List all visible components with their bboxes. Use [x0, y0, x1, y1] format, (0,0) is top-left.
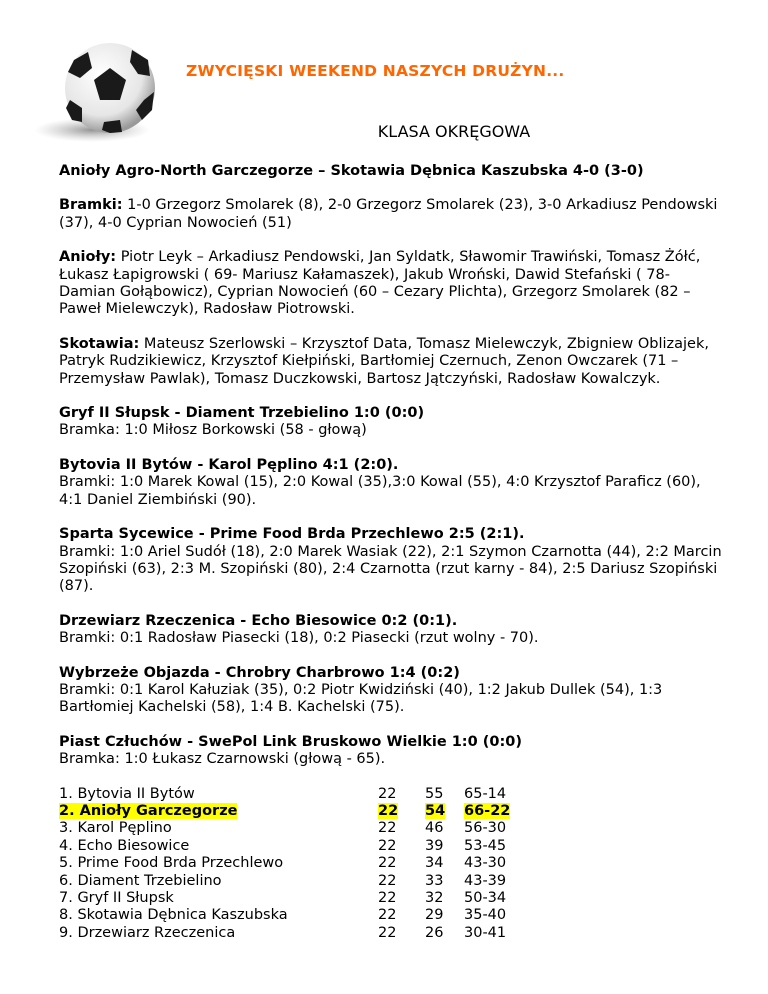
match-block: [59, 613, 724, 648]
points: 46: [425, 820, 444, 837]
team1-lineup-text: Piotr Leyk – Arkadiusz Pendowski, Jan Syldatk, Sławomir Trawiński, Tomasz Żółć, Łukasz Łapigrowski ( 69- Mariusz Kałamaszek), Jakub Wroński, Dawid Stefański ( 78- Damian Gołąbowicz), Cyprian Nowocień (60 – Cezary Plichta), Grzegorz Smolarek (82 – Paweł Mielewczyk), Radosław Piotrowski.: [59, 249, 701, 318]
matches-played: 22: [378, 820, 397, 837]
goal-ratio: 50-34: [464, 890, 507, 906]
matches-played: 22: [378, 872, 397, 889]
match-title: Piast Człuchów - SwePol Link Bruskowo Wielkie 1:0 (0:0): [59, 733, 522, 750]
team-name: 1. Bytovia II Bytów: [59, 785, 195, 802]
match-block: [59, 457, 724, 509]
match-details: Bramki: 1:0 Marek Kowal (15), 2:0 Kowal (35),3:0 Kowal (55), 4:0 Krzysztof Paraficz (60), 4:1 Daniel Ziembiński (90).: [59, 474, 701, 508]
match-details: Bramka: 1:0 Miłosz Borkowski (58 - głową): [59, 422, 367, 439]
page-title: ZWYCIĘSKI WEEKEND NASZYCH DRUŻYN...: [186, 62, 565, 80]
table-row: [59, 786, 510, 803]
match-details: Bramki: 0:1 Karol Kałuziak (35), 0:2 Piotr Kwidziński (40), 1:2 Jakub Dullek (54), 1:3 Bartłomiej Kachelski (58), 1:4 B. Kachelski (75).: [59, 681, 663, 716]
goal-ratio: 43-30: [464, 855, 507, 872]
match-title: Wybrzeże Objazda - Chrobry Charbrowo 1:4 (0:2): [59, 664, 460, 681]
matches-played: 22: [378, 855, 397, 872]
matches-played: 22: [378, 802, 399, 819]
main-match-goals: [59, 197, 724, 232]
match-details: Bramki: 1:0 Ariel Sudół (18), 2:0 Marek Wasiak (22), 2:1 Szymon Czarnotta (44), 2:2 Marcin Szopiński (63), 2:3 M. Szopiński (80), 2:4 Czarnotta (rzut karny - 84), 2:5 Dariusz Szopiński (87).: [59, 543, 722, 595]
matches-played: 22: [378, 785, 397, 802]
team-name: 3. Karol Pęplino: [59, 820, 172, 837]
match-title: Sparta Sycewice - Prime Food Brda Przechlewo 2:5 (2:1).: [59, 526, 525, 543]
match-title: Drzewiarz Rzeczenica - Echo Biesowice 0:2 (0:1).: [59, 612, 458, 629]
match-block: [59, 526, 724, 596]
goal-ratio: 56-30: [464, 820, 507, 837]
goal-ratio: 66-22: [464, 802, 511, 819]
matches-played: 22: [378, 837, 397, 854]
team-name: 9. Drzewiarz Rzeczenica: [59, 924, 236, 941]
main-match-title-block: [59, 163, 724, 180]
main-match-title: Anioły Agro-North Garczegorze – Skotawia Dębnica Kaszubska 4-0 (3-0): [59, 163, 644, 179]
matches-played: 22: [378, 907, 397, 924]
points: 39: [425, 837, 444, 854]
points: 54: [425, 802, 446, 819]
goal-ratio: 43-39: [464, 872, 507, 889]
points: 33: [425, 872, 444, 889]
table-row: [59, 873, 510, 890]
table-row: [59, 838, 510, 855]
points: 55: [425, 785, 444, 802]
points: 29: [425, 907, 444, 924]
goal-ratio: 65-14: [464, 785, 507, 802]
goal-ratio: 30-41: [464, 924, 507, 941]
table-row: [59, 907, 510, 924]
team-name: 7. Gryf II Słupsk: [59, 890, 174, 906]
match-block: [59, 405, 724, 440]
team-name: 5. Prime Food Brda Przechlewo: [59, 855, 284, 872]
team2-label: Skotawia:: [59, 335, 140, 352]
goal-ratio: 53-45: [464, 837, 507, 854]
match-title: Gryf II Słupsk - Diament Trzebielino 1:0 (0:0): [59, 405, 425, 422]
table-row: [59, 925, 510, 942]
match-details: Bramka: 1:0 Łukasz Czarnowski (głową - 65).: [59, 751, 386, 768]
team2-lineup: [59, 336, 724, 388]
match-title: Bytovia II Bytów - Karol Pęplino 4:1 (2:0).: [59, 456, 399, 473]
team2-lineup-text: Mateusz Szerlowski – Krzysztof Data, Tomasz Mielewczyk, Zbigniew Oblizajek, Patryk Rudzikiewicz, Krzysztof Kiełpiński, Bartłomiej Czernuch, Zenon Owczarek (71 – Przemysław Pawlak), Tomasz Duczkowski, Bartosz Jątczyński, Radosław Kowalczyk.: [59, 335, 709, 387]
table-row: [59, 820, 510, 837]
team1-label: Anioły:: [59, 249, 117, 266]
table-row: [59, 855, 510, 872]
team-name: 8. Skotawia Dębnica Kaszubska: [59, 907, 288, 924]
team-name: 4. Echo Biesowice: [59, 837, 190, 854]
match-details: Bramki: 0:1 Radosław Piasecki (18), 0:2 Piasecki (rzut wolny - 70).: [59, 630, 539, 647]
team-name: 6. Diament Trzebielino: [59, 872, 222, 889]
team1-lineup: [59, 249, 724, 319]
points: 34: [425, 855, 444, 872]
points: 32: [425, 890, 444, 906]
league-heading: KLASA OKRĘGOWA: [377, 122, 531, 141]
goal-ratio: 35-40: [464, 907, 507, 924]
article-body: [59, 163, 724, 942]
goals-label: Bramki:: [59, 197, 123, 214]
table-row-highlighted: [59, 803, 510, 820]
match-block: [59, 665, 724, 717]
goals-text: 1-0 Grzegorz Smolarek (8), 2-0 Grzegorz Smolarek (23), 3-0 Arkadiusz Pendowski (37), 4-0 Cyprian Nowocień (51): [59, 197, 718, 231]
matches-played: 22: [378, 890, 397, 906]
table-row: [59, 890, 510, 907]
matches-played: 22: [378, 924, 397, 941]
standings-table: [59, 786, 510, 943]
team-name: 2. Anioły Garczegorze: [59, 802, 238, 819]
match-block: [59, 734, 724, 769]
points: 26: [425, 924, 444, 941]
